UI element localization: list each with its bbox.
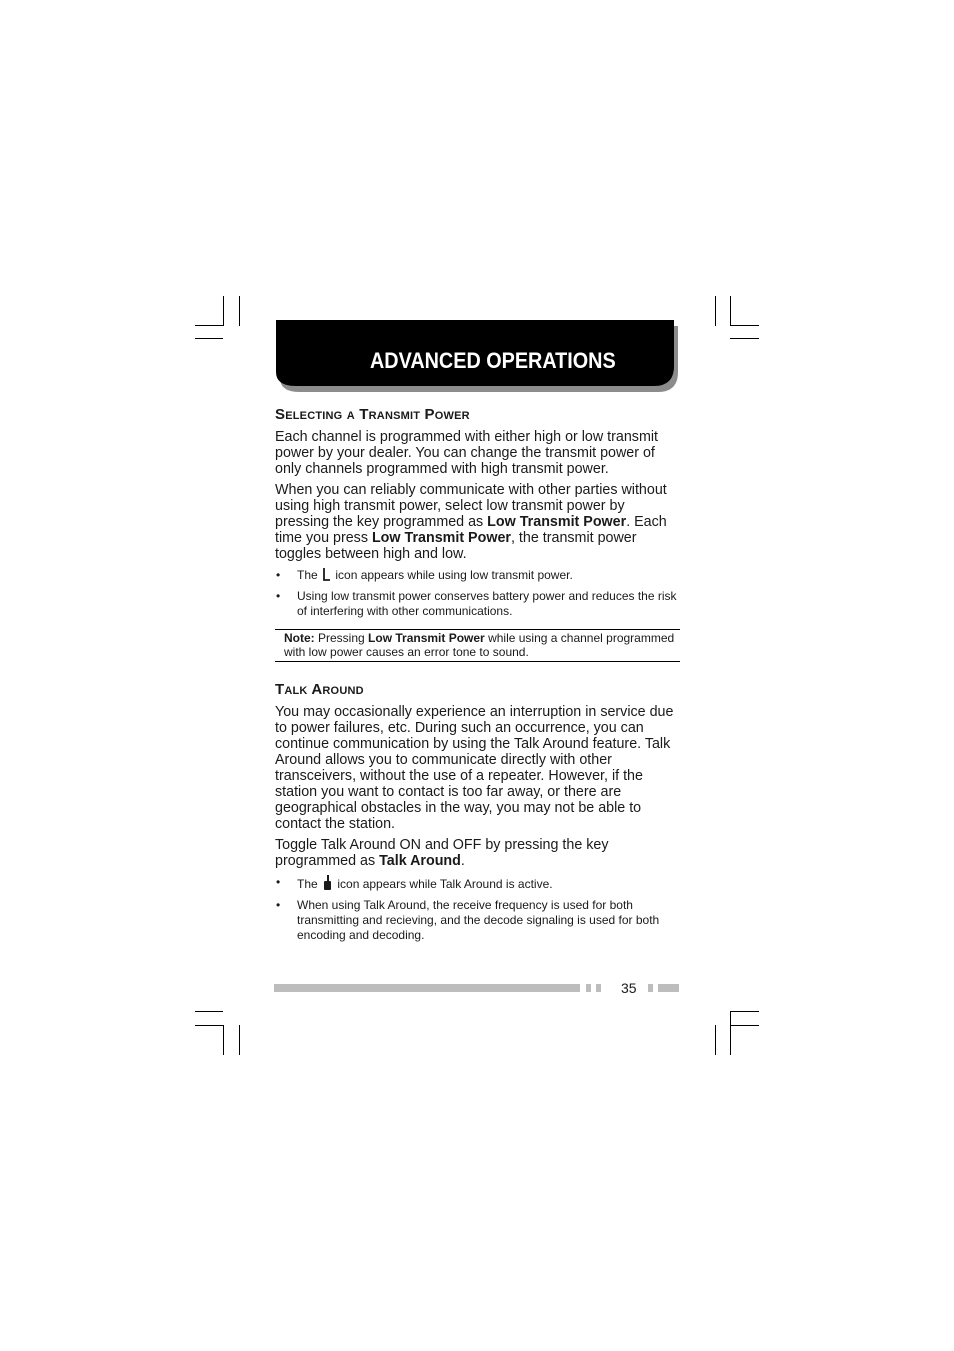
list-item: • Using low transmit power conserves battery power and reduces the risk of interfering with other communications.: [275, 589, 680, 619]
footer-bar-square: [586, 984, 591, 992]
low-power-icon: [323, 568, 330, 585]
chapter-title: ADVANCED OPERATIONS: [370, 348, 616, 373]
page-number: 35: [621, 980, 637, 996]
list-item: • The icon appears while using low transmit power.: [275, 568, 680, 585]
note-box: Note: Pressing Low Transmit Power while using a channel programmed with low power causes an error tone to sound.: [275, 629, 680, 662]
paragraph: When you can reliably communicate with other parties without using high transmit power, select low transmit power by pressing the key programmed as Low Transmit Power. Each time you press Low Transmit Power, the transmit power toggles between high and low.: [275, 482, 667, 562]
paragraph: Toggle Talk Around ON and OFF by pressing the key programmed as Talk Around.: [275, 837, 609, 869]
list-item: • When using Talk Around, the receive frequency is used for both transmitting and recieving, and the decode signaling is used for both encoding and decoding.: [275, 898, 680, 943]
bullet-list: [275, 568, 680, 619]
list-item: • The icon appears while Talk Around is active.: [275, 875, 680, 894]
chapter-banner: [276, 320, 678, 392]
section-heading-transmit-power: Selecting a Transmit Power: [275, 406, 470, 423]
footer-bar-long: [274, 984, 580, 992]
section-heading-talk-around: Talk Around: [275, 681, 364, 698]
paragraph: You may occasionally experience an interruption in service due to power failures, etc. During such an occurrence, you can continue communication by using the Talk Around feature. Talk Around allows you to communicate directly with other transceivers, without the use of a repeater. However, if the station you want to contact is too far away, or there are geographical obstacles in the way, you may not be able to contact the station.: [275, 704, 674, 832]
footer-bar-square: [648, 984, 653, 992]
page-content: [275, 406, 680, 947]
bullet-list: [275, 875, 680, 943]
footer-bar-short: [658, 984, 679, 992]
footer-bar-square: [596, 984, 601, 992]
talk-around-icon: [323, 875, 332, 894]
paragraph: Each channel is programmed with either high or low transmit power by your dealer. You can change the transmit power of only channels programmed with high transmit power.: [275, 429, 659, 477]
